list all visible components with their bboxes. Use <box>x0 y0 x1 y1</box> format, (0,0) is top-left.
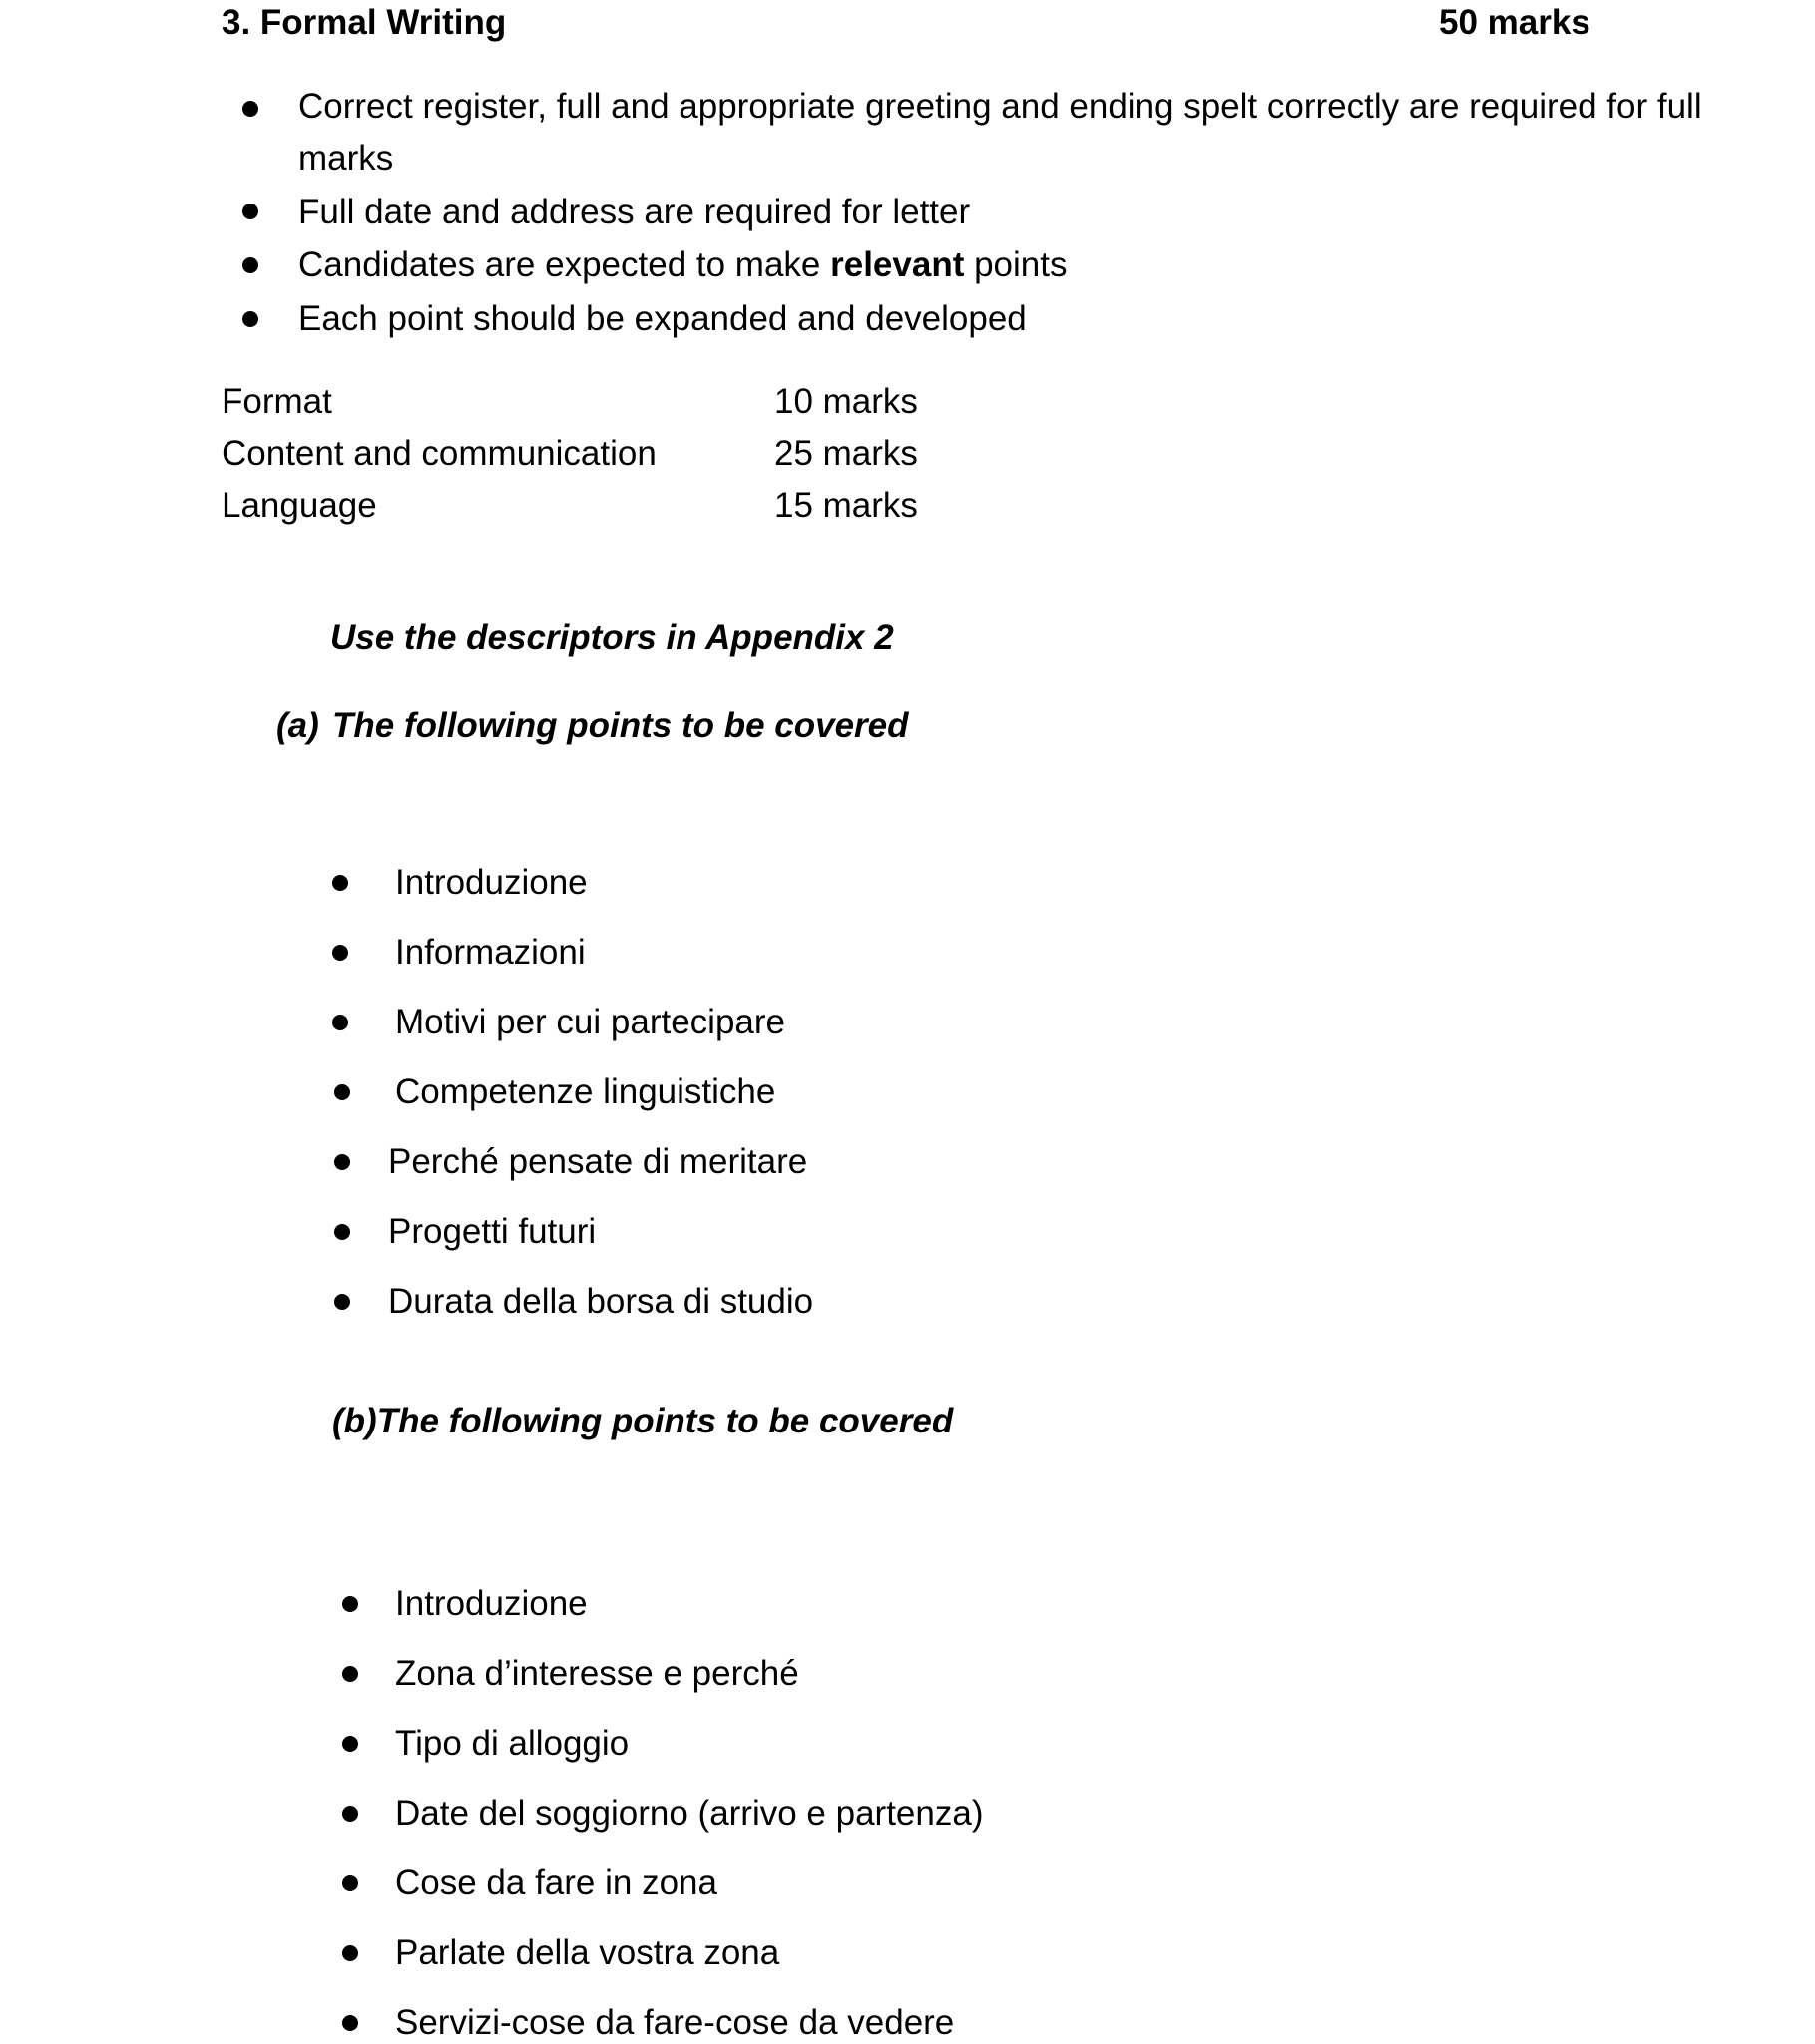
list-item: Perché pensate di meritare <box>388 1142 808 1181</box>
bullet-icon <box>242 204 258 219</box>
bullet-icon <box>342 2015 358 2031</box>
bullet-icon <box>342 1596 358 1612</box>
requirement-item-continued: marks <box>298 139 394 178</box>
bullet-icon <box>342 1806 358 1822</box>
bullet-icon <box>332 1015 348 1030</box>
bullet-icon <box>332 945 348 961</box>
list-item: Competenze linguistiche <box>395 1072 776 1111</box>
requirement-item: Each point should be expanded and developed <box>298 299 1027 338</box>
list-item: Zona d’interesse e perché <box>395 1654 799 1693</box>
requirement-item: Correct register, full and appropriate greeting and ending spelt correctly are required for full <box>298 87 1702 126</box>
list-item: Tipo di alloggio <box>395 1724 630 1763</box>
list-item: Informazioni <box>395 933 586 972</box>
bullet-icon <box>342 1875 358 1891</box>
bullet-icon <box>342 1945 358 1961</box>
list-item: Motivi per cui partecipare <box>395 1003 785 1041</box>
section-b-heading: (b)The following points to be covered <box>332 1402 954 1440</box>
bullet-icon <box>334 1294 350 1310</box>
breakdown-label: Format <box>222 382 332 421</box>
bullet-icon <box>242 257 258 273</box>
bullet-icon <box>342 1736 358 1752</box>
emphasis-text: relevant <box>830 245 965 284</box>
list-item: Cose da fare in zona <box>395 1863 717 1902</box>
list-item: Date del soggiorno (arrivo e partenza) <box>395 1794 984 1833</box>
bullet-icon <box>334 1084 350 1100</box>
list-item: Servizi-cose da fare-cose da vedere <box>395 2003 955 2042</box>
bullet-icon <box>342 1666 358 1682</box>
bullet-icon <box>242 101 258 117</box>
list-item: Progetti futuri <box>388 1212 597 1251</box>
bullet-icon <box>334 1154 350 1170</box>
descriptor-note: Use the descriptors in Appendix 2 <box>330 618 894 657</box>
list-item: Durata della borsa di studio <box>388 1282 814 1321</box>
bullet-icon <box>334 1224 350 1240</box>
breakdown-marks: 15 marks <box>774 486 918 525</box>
breakdown-label: Language <box>222 486 377 525</box>
bullet-icon <box>242 311 258 327</box>
section-title: 3. Formal Writing <box>222 3 507 42</box>
list-item: Introduzione <box>395 863 588 902</box>
total-marks: 50 marks <box>1439 3 1590 42</box>
breakdown-label: Content and communication <box>222 434 657 473</box>
bullet-icon <box>332 875 348 891</box>
requirement-item: Full date and address are required for letter <box>298 193 971 231</box>
section-a-heading: The following points to be covered <box>332 706 909 745</box>
list-item: Parlate della vostra zona <box>395 1933 780 1972</box>
breakdown-marks: 10 marks <box>774 382 918 421</box>
requirement-item <box>298 247 1067 282</box>
section-a-label: (a) <box>276 706 319 745</box>
breakdown-marks: 25 marks <box>774 434 918 473</box>
requirement-text: Candidates are expected to make <box>298 245 831 284</box>
requirement-text: points <box>964 245 1068 284</box>
list-item: Introduzione <box>395 1584 588 1623</box>
